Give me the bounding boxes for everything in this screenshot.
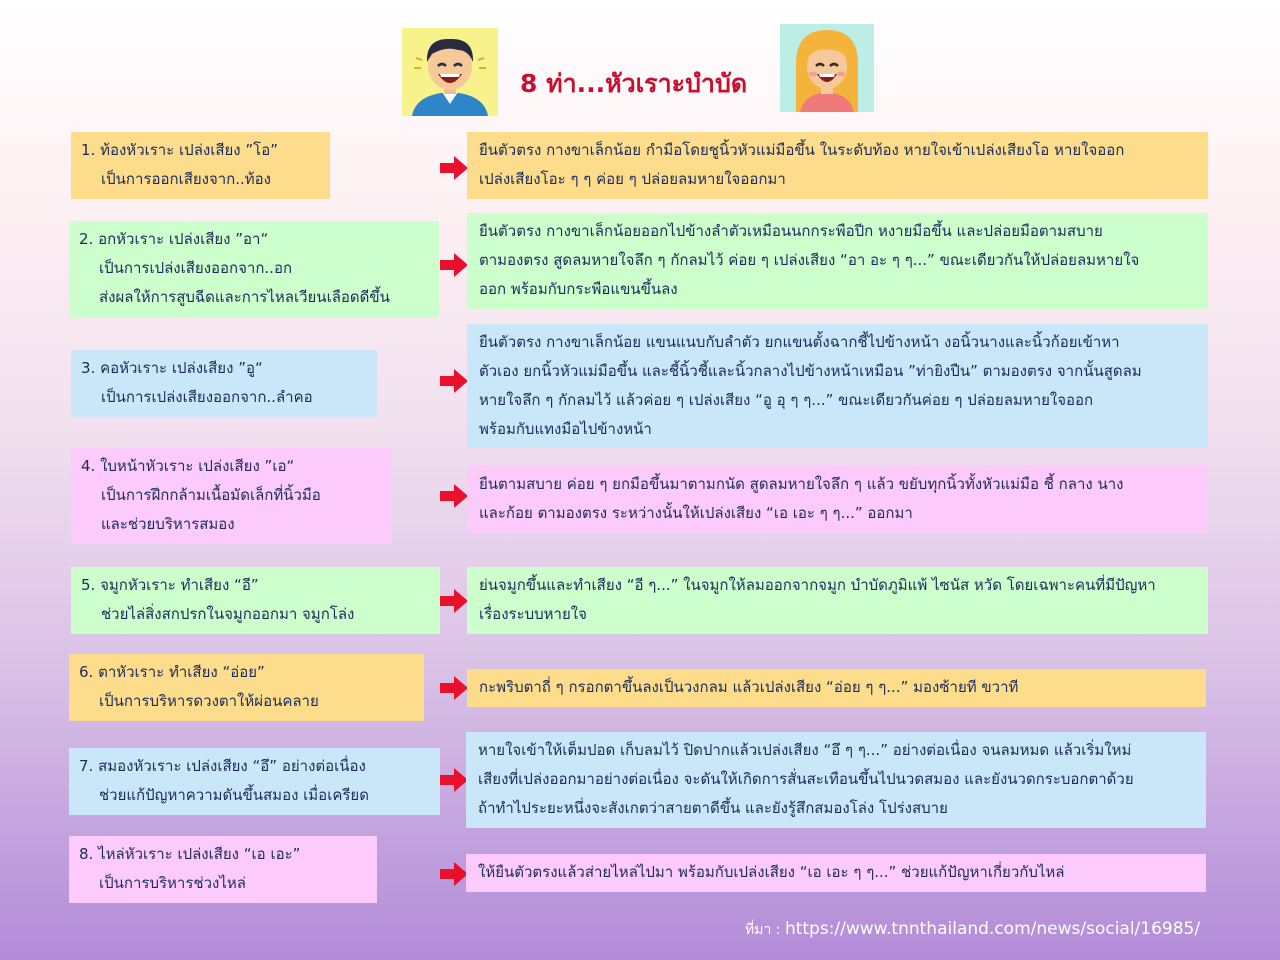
item-5-title-box bbox=[71, 567, 440, 634]
item-4-description-box bbox=[467, 466, 1208, 533]
red-arrow-icon bbox=[440, 484, 468, 508]
red-arrow-icon bbox=[440, 676, 468, 700]
item-7-description-box bbox=[466, 732, 1206, 828]
item-1-description-line: เปล่งเสียงโอะ ๆ ๆ ค่อย ๆ ปล่อยลมหายใจออกมา bbox=[479, 170, 786, 188]
source-credit bbox=[745, 914, 1245, 944]
item-2-title: 2. อกหัวเราะ เปล่งเสียง ”อา“ bbox=[79, 230, 269, 248]
item-7-description-line: เสียงที่เปล่งออกมาอย่างต่อเนื่อง จะดันให้เกิดการสั่นสะเทือนขึ้นไปนวดสมอง และยังนวดกระบอกตาด้วย bbox=[478, 770, 1134, 788]
item-7-title: 7. สมองหัวเราะ เปล่งเสียง “อึ” อย่างต่อเนื่อง bbox=[79, 757, 366, 775]
item-5-description-line: เรื่องระบบหายใจ bbox=[479, 605, 587, 623]
item-5-description-box bbox=[467, 567, 1208, 634]
source-label: ที่มา : bbox=[745, 922, 785, 938]
red-arrow-icon bbox=[440, 589, 468, 613]
item-2-title-box bbox=[69, 221, 439, 317]
item-3-description-line: ตัวเอง ยกนิ้วหัวแม่มือขึ้น และชี้นิ้วชี้และนิ้วกลางไปข้างหน้าเหมือน ”ท่ายิงปืน” ตามองตรง จากนั้นสูดลม bbox=[479, 362, 1142, 380]
red-arrow-icon bbox=[440, 253, 468, 277]
source-url: https://www.tnnthailand.com/news/social/16985/ bbox=[784, 919, 1201, 939]
item-4-subtitle: และช่วยบริหารสมอง bbox=[101, 515, 235, 533]
red-arrow-icon bbox=[440, 768, 468, 792]
item-7-description-line: หายใจเข้าให้เต็มปอด เก็บลมไว้ ปิดปากแล้วเปล่งเสียง “อึ ๆ ๆ...” อย่างต่อเนื่อง จนลมหมด แล้วเริ่มใหม่ bbox=[478, 741, 1132, 759]
item-6-description-line: กะพริบตาถี่ ๆ กรอกตาขึ้นลงเป็นวงกลม แล้วเปล่งเสียง “อ่อย ๆ ๆ...” มองซ้ายที ขวาที bbox=[479, 678, 1019, 696]
item-3-description-line: หายใจลึก ๆ กักลมไว้ แล้วค่อย ๆ เปล่งเสียง “อู อุ ๆ ๆ...” ขณะเดียวกันค่อย ๆ ปล่อยลมหายใจออก bbox=[479, 391, 1094, 409]
red-arrow-icon bbox=[440, 369, 468, 393]
page-title: 8 ท่า...หัวเราะบำบัด bbox=[520, 69, 748, 98]
item-6-title: 6. ตาหัวเราะ ทำเสียง “อ่อย” bbox=[79, 663, 265, 681]
item-2-subtitle: เป็นการเปล่งเสียงออกจาก..อก bbox=[99, 259, 293, 277]
item-4-description-line: ยืนตามสบาย ค่อย ๆ ยกมือขึ้นมาตามกนัด สูดลมหายใจลึก ๆ แล้ว ขยับทุกนิ้วทั้งหัวแม่มือ ชี้ กลาง นาง bbox=[479, 475, 1124, 493]
item-5-subtitle: ช่วยไล่สิ่งสกปรกในจมูกออกมา จมูกโล่ง bbox=[101, 605, 355, 623]
item-4-title: 4. ใบหน้าหัวเราะ เปล่งเสียง ”เอ“ bbox=[81, 457, 295, 475]
item-3-description-line: พร้อมกับแทงมือไปข้างหน้า bbox=[479, 420, 652, 438]
item-1-title: 1. ท้องหัวเราะ เปล่งเสียง ”โอ” bbox=[81, 141, 278, 159]
item-1-subtitle: เป็นการออกเสียงจาก..ท้อง bbox=[101, 170, 272, 188]
item-3-subtitle: เป็นการเปล่งเสียงออกจาก..ลำคอ bbox=[101, 388, 313, 406]
item-2-description-box bbox=[467, 213, 1208, 309]
item-8-title-box bbox=[69, 836, 377, 903]
item-8-description-line: ให้ยืนตัวตรงแล้วส่ายไหล่ไปมา พร้อมกับเปล่งเสียง “เอ เอะ ๆ ๆ...” ช่วยแก้ปัญหาเกี่ยวกับไหล่ bbox=[478, 863, 1065, 881]
red-arrow-icon bbox=[440, 156, 468, 180]
item-1-title-box bbox=[71, 132, 330, 199]
item-6-description-box bbox=[467, 669, 1206, 707]
item-2-description-line: ตามองตรง สูดลมหายใจลึก ๆ กักลมไว้ ค่อย ๆ เปล่งเสียง “อา อะ ๆ ๆ...” ขณะเดียวกันให้ปล่อยลมหายใจ bbox=[479, 251, 1140, 269]
item-6-subtitle: เป็นการบริหารดวงตาให้ผ่อนคลาย bbox=[99, 692, 319, 710]
item-1-description-box bbox=[467, 132, 1208, 199]
item-7-subtitle: ช่วยแก้ปัญหาความดันขึ้นสมอง เมื่อเครียด bbox=[99, 786, 369, 804]
item-3-description-box bbox=[467, 324, 1208, 448]
laughing-man-icon bbox=[402, 28, 498, 116]
item-4-title-box bbox=[71, 448, 392, 544]
item-5-description-line: ย่นจมูกขึ้นและทำเสียง “อี ๆ...” ในจมูกให้ลมออกจากจมูก บำบัดภูมิแพ้ ไซนัส หวัด โดยเฉพาะคนที่มีปัญหา bbox=[479, 576, 1156, 594]
item-3-title-box bbox=[71, 350, 377, 417]
item-8-title: 8. ไหล่หัวเราะ เปล่งเสียง “เอ เอะ” bbox=[79, 845, 301, 863]
item-6-title-box bbox=[69, 654, 424, 721]
item-5-title: 5. จมูกหัวเราะ ทำเสียง “อี” bbox=[81, 576, 259, 594]
item-3-title: 3. คอหัวเราะ เปล่งเสียง ”อู“ bbox=[81, 359, 263, 377]
item-7-title-box bbox=[69, 748, 440, 815]
item-1-description-line: ยืนตัวตรง กางขาเล็กน้อย กำมือโดยชูนิ้วหัวแม่มือขึ้น ในระดับท้อง หายใจเข้าเปล่งเสียงโอ หายใจออก bbox=[479, 141, 1125, 159]
item-2-description-line: ยืนตัวตรง กางขาเล็กน้อยออกไปข้างลำตัวเหมือนนกกระพือปีก หงายมือขึ้น และปล่อยมือตามสบาย bbox=[479, 222, 1103, 240]
item-8-subtitle: เป็นการบริหารช่วงไหล่ bbox=[99, 874, 246, 892]
item-7-description-line: ถ้าทำไประยะหนึ่งจะสังเกตว่าสายตาดีขึ้น และยังรู้สึกสมองโล่ง โปร่งสบาย bbox=[478, 799, 948, 817]
item-2-subtitle: ส่งผลให้การสูบฉีดและการไหลเวียนเลือดดีขึ้น bbox=[99, 288, 390, 306]
item-4-description-line: และก้อย ตามองตรง ระหว่างนั้นให้เปล่งเสียง “เอ เอะ ๆ ๆ...” ออกมา bbox=[479, 504, 913, 522]
laughing-woman-icon bbox=[780, 24, 874, 112]
item-2-description-line: ออก พร้อมกับกระพือแขนขึ้นลง bbox=[479, 280, 678, 298]
item-3-description-line: ยืนตัวตรง กางขาเล็กน้อย แขนแนบกับลำตัว ยกแขนตั้งฉากชี้ไปข้างหน้า งอนิ้วนางและนิ้วก้อยเข้าหา bbox=[479, 333, 1120, 351]
item-8-description-box bbox=[466, 854, 1206, 892]
red-arrow-icon bbox=[440, 862, 468, 886]
item-4-subtitle: เป็นการฝึกกล้ามเนื้อมัดเล็กที่นิ้วมือ bbox=[101, 486, 321, 504]
